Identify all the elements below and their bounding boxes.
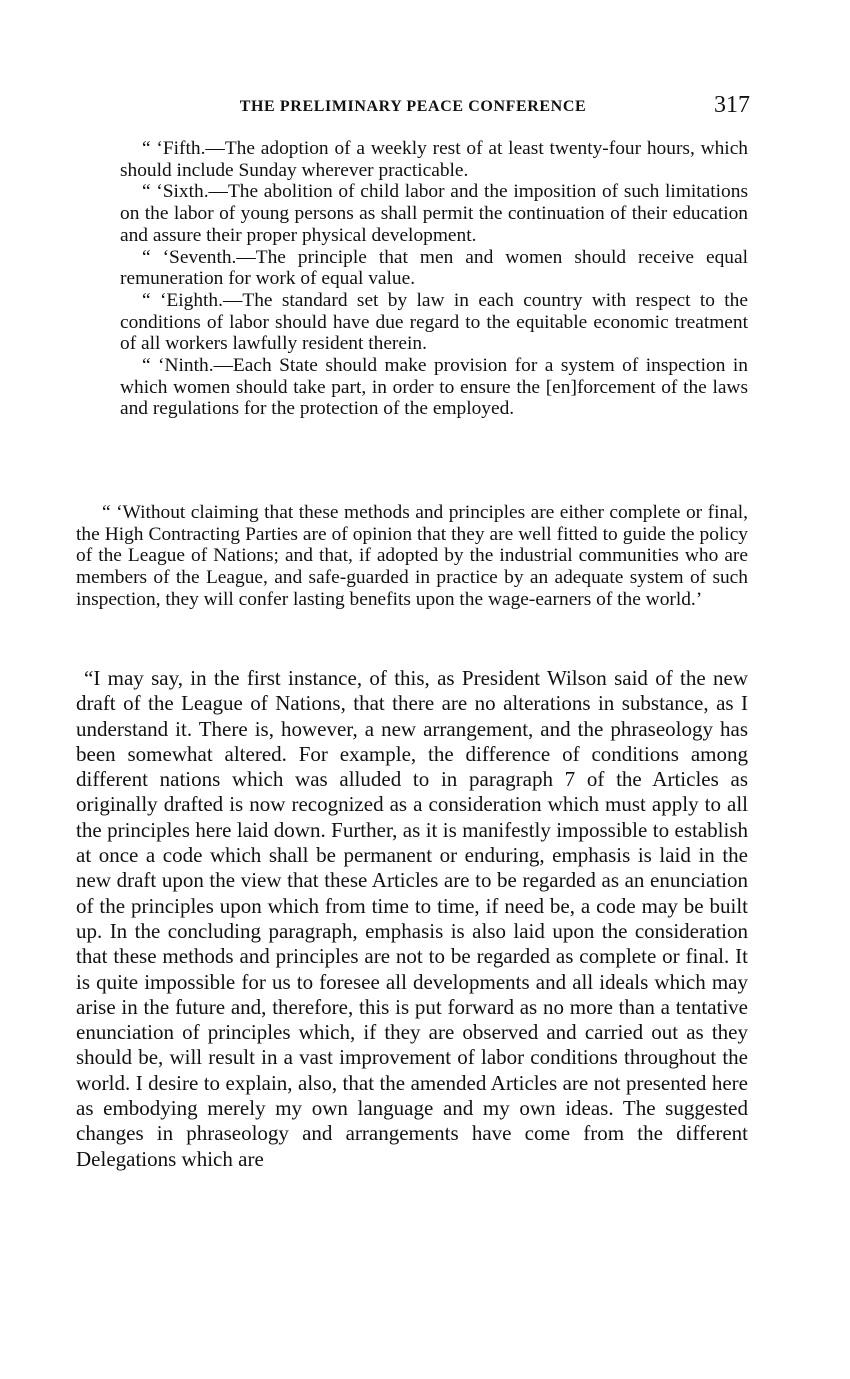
body-text bbox=[76, 666, 748, 1172]
body-paragraph: “I may say, in the first instance, of this, as President Wilson said of the new draft of the League of Nations, that there are no alterations in substance, as I understand it. There is, however, a new arrangement, and the phraseology has been somewhat altered. For example, the difference of conditions among different nations which was alluded to in paragraph 7 of the Articles as originally drafted is now recognized as a consideration which must apply to all the principles here laid down. Further, as it is manifestly impossible to establish at once a code which shall be permanent or enduring, emphasis is laid in the new draft upon the view that these Articles are to be regarded as an enunciation of the principles upon which from time to time, if need be, a code may be built up. In the concluding paragraph, emphasis is also laid upon the consideration that these methods and principles are not to be regarded as complete or final. It is quite impossible for us to foresee all developments and all ideals which may arise in the future and, therefore, this is put forward as no more than a tentative enunciation of principles which, if they are observed and carried out as they should be, will result in a vast improvement of labor conditions throughout the world. I desire to explain, also, that the amended Articles are not presented here as embodying merely my own language and my own ideas. The suggested changes in phraseology and arrangements have come from the different Delegations which are bbox=[76, 666, 748, 1171]
running-head bbox=[76, 94, 750, 122]
article-seventh: “ ‘Seventh.—The principle that men and women should receive equal remuneration for work of equal value. bbox=[120, 246, 748, 290]
running-title: THE PRELIMINARY PEACE CONFERENCE bbox=[239, 98, 587, 115]
article-eighth: “ ‘Eighth.—The standard set by law in each country with respect to the conditions of labor should have due regard to the equitable economic treatment of all workers lawfully resident therein. bbox=[120, 289, 748, 355]
closing-quote-block bbox=[76, 502, 748, 611]
article-sixth: “ ‘Sixth.—The abolition of child labor and the imposition of such limitations on the labor of young persons as shall permit the continuation of their education and assure their proper physical development. bbox=[120, 181, 748, 246]
page-number: 317 bbox=[714, 92, 750, 118]
article-fifth: “ ‘Fifth.—The adoption of a weekly rest of at least twenty-four hours, which should include Sunday wherever practicable. bbox=[120, 138, 748, 181]
article-ninth: “ ‘Ninth.—Each State should make provision for a system of inspection in which women should take part, in order to ensure the [en]forcement of the laws and regulations for the protection of the employed. bbox=[120, 355, 748, 420]
quoted-articles bbox=[120, 138, 748, 420]
closing-quote: “ ‘Without claiming that these methods and principles are either complete or final, the High Contracting Parties are of opinion that they are well fitted to guide the policy of the League of Nations; and that, if adopted by the industrial communities who are members of the League, and safe-guarded in practice by an adequate system of such inspection, they will confer lasting benefits upon the wage-earners of the world.’ bbox=[76, 502, 748, 610]
